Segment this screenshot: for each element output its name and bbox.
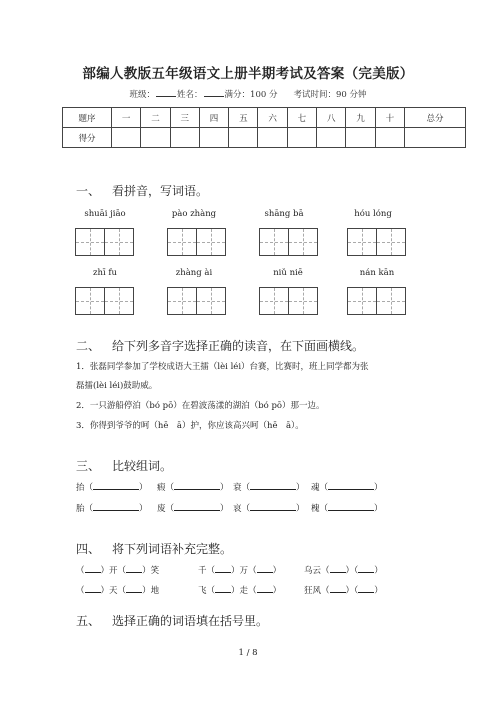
idiom-char: 飞: [198, 586, 207, 596]
score-header-row: [63, 108, 466, 128]
score-cell[interactable]: [258, 128, 287, 148]
score-header-cell: 八: [317, 108, 346, 128]
score-cell[interactable]: [375, 128, 404, 148]
score-row-label: 得分: [63, 128, 112, 148]
score-header-cell: 一: [112, 108, 141, 128]
page-number: 1 / 8: [238, 648, 258, 658]
section-5-heading: [76, 612, 268, 629]
score-cell[interactable]: [112, 128, 141, 148]
pinyin-label: pào zhàng: [171, 209, 217, 219]
answer-blank[interactable]: [358, 564, 374, 573]
score-cell[interactable]: [287, 128, 316, 148]
document-title: 部编人教版五年级语文上册半期考试及答案（完美版）: [82, 66, 414, 82]
section-2-heading: [76, 337, 364, 354]
section-number: 三、: [76, 459, 101, 473]
score-header-cell: 九: [346, 108, 375, 128]
idiom-char: 开: [109, 566, 118, 576]
idiom-char: 天: [109, 586, 118, 596]
character: 废: [157, 504, 166, 514]
section-title: 比较组词。: [112, 459, 173, 473]
character: 魂: [311, 483, 320, 493]
character: 哀: [233, 504, 242, 514]
writing-grid[interactable]: [347, 287, 406, 315]
answer-blank[interactable]: [328, 502, 374, 511]
score-header-cell: 六: [258, 108, 287, 128]
pinyin-label: niǔ niē: [273, 268, 303, 278]
pinyin-label: zhī fu: [93, 268, 117, 278]
full-score: 满分：100 分: [224, 90, 278, 100]
score-table: [62, 107, 466, 148]
score-cell[interactable]: [141, 128, 170, 148]
answer-blank[interactable]: [250, 481, 296, 490]
answer-blank[interactable]: [93, 502, 139, 511]
score-cell[interactable]: [229, 128, 258, 148]
pinyin-label: zhàng ài: [175, 268, 213, 278]
section-1-heading: [76, 182, 208, 199]
writing-grid[interactable]: [75, 287, 134, 315]
section-number: 二、: [76, 339, 101, 353]
answer-blank[interactable]: [257, 584, 273, 593]
pinyin-label: hóu lóng: [354, 209, 392, 219]
idiom-char: 地: [150, 586, 160, 596]
idiom-char: 千: [198, 566, 207, 576]
pinyin-label: shāng bā: [264, 209, 304, 219]
pinyin-label: shuāi jiāo: [84, 209, 126, 219]
exam-info: [0, 88, 496, 100]
score-header-cell: 五: [229, 108, 258, 128]
section-3-heading: [76, 457, 172, 474]
answer-blank[interactable]: [174, 502, 220, 511]
section-title: 看拼音，写词语。: [112, 184, 209, 198]
score-cell[interactable]: [346, 128, 375, 148]
writing-grid[interactable]: [259, 228, 318, 256]
idiom-char: 走: [239, 586, 249, 596]
answer-blank[interactable]: [358, 584, 374, 593]
answer-blank[interactable]: [126, 564, 142, 573]
idiom-char: 万: [239, 566, 249, 576]
section-number: 四、: [76, 542, 101, 556]
section-title: 选择正确的词语填在括号里。: [112, 614, 269, 628]
idiom-char: 乌云: [304, 566, 322, 576]
answer-blank[interactable]: [85, 564, 101, 573]
idiom-char: 狂风: [304, 586, 322, 596]
class-blank[interactable]: [156, 88, 176, 97]
answer-blank[interactable]: [85, 584, 101, 593]
answer-blank[interactable]: [215, 584, 231, 593]
question-line: 3．你得到爷爷的呵（hē ā）护，你应该高兴呵（hē ā）。: [76, 421, 304, 431]
writing-grid[interactable]: [75, 228, 134, 256]
question-line: 1．张磊同学参加了学校成语大王擂（lèi léi）台赛，比赛时，班上同学都为张: [76, 362, 369, 372]
idiom-char: 笑: [150, 566, 160, 576]
answer-blank[interactable]: [330, 584, 346, 593]
score-cell[interactable]: [199, 128, 228, 148]
character: 胎: [76, 504, 85, 514]
score-cell[interactable]: [405, 128, 466, 148]
question-line: 2．一只游船停泊（bó pō）在碧波荡漾的湖泊（bó pō）那一边。: [76, 401, 325, 411]
section-title: 将下列词语补充完整。: [112, 542, 233, 556]
section-number: 一、: [76, 184, 101, 198]
character: 抬: [76, 483, 85, 493]
score-header-cell: 十: [375, 108, 404, 128]
character: 衰: [233, 483, 242, 493]
writing-grid[interactable]: [347, 228, 406, 256]
section-title: 给下列多音字选择正确的读音，在下面画横线。: [112, 339, 365, 353]
character: 瘕: [157, 483, 166, 493]
answer-blank[interactable]: [126, 584, 142, 593]
score-header-cell: 四: [199, 108, 228, 128]
score-value-row: [63, 128, 466, 148]
name-label: 姓名：: [177, 90, 203, 100]
writing-grid[interactable]: [167, 287, 226, 315]
score-header-cell: 三: [170, 108, 199, 128]
question-line: 磊擂(lèi léi)鼓助威。: [76, 381, 158, 391]
answer-blank[interactable]: [257, 564, 273, 573]
writing-grid[interactable]: [259, 287, 318, 315]
answer-blank[interactable]: [250, 502, 296, 511]
section-number: 五、: [76, 614, 101, 628]
score-header-cell: 二: [141, 108, 170, 128]
score-header-cell: 七: [287, 108, 316, 128]
class-label: 班级：: [129, 90, 156, 100]
score-cell[interactable]: [317, 128, 346, 148]
answer-blank[interactable]: [93, 481, 139, 490]
name-blank[interactable]: [204, 88, 224, 97]
answer-blank[interactable]: [328, 481, 374, 490]
score-header-cell: 题序: [63, 108, 112, 128]
exam-time: 考试时间：90 分钟: [293, 90, 367, 100]
answer-blank[interactable]: [330, 564, 346, 573]
score-header-cell: 总分: [405, 108, 466, 128]
writing-grid[interactable]: [167, 228, 226, 256]
answer-blank[interactable]: [174, 481, 220, 490]
answer-blank[interactable]: [215, 564, 231, 573]
character: 槐: [311, 504, 320, 514]
section-4-heading: [76, 540, 232, 557]
pinyin-label: nán kān: [359, 268, 395, 278]
score-cell[interactable]: [170, 128, 199, 148]
